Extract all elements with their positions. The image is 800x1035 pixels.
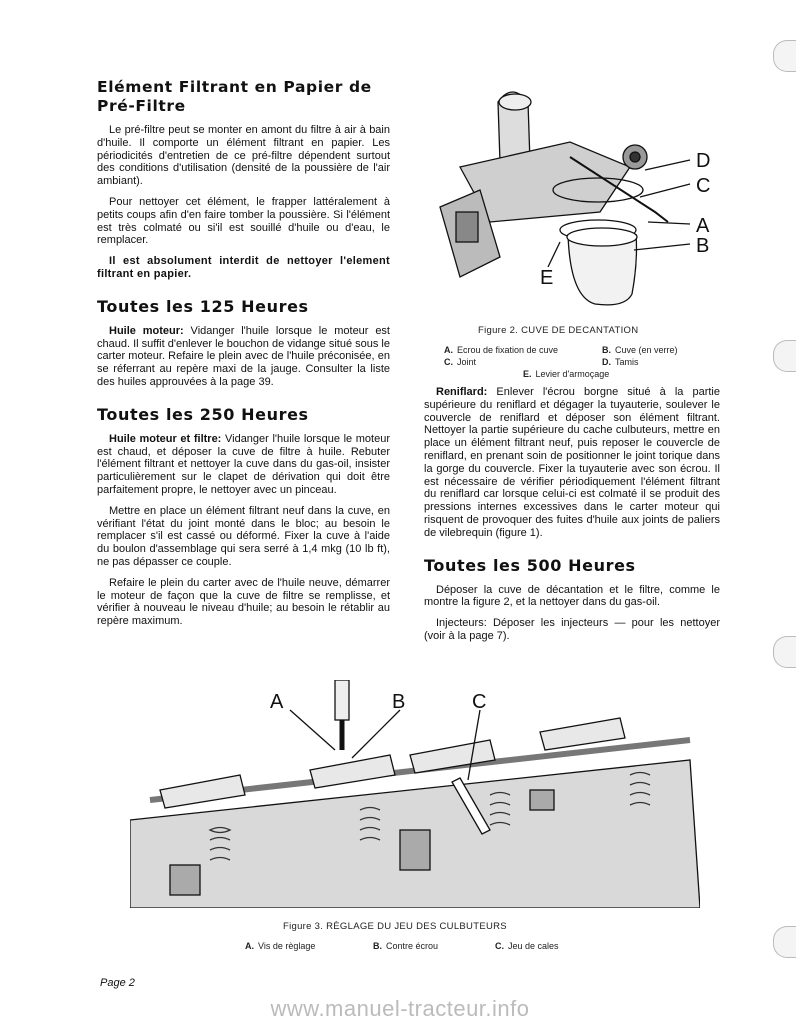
section-title-125h: Toutes les 125 Heures [97, 296, 309, 316]
figure2-legend-item: E. Levier d'armoçage [523, 369, 610, 379]
paragraph: Refaire le plein du carter avec de l'huile neuve, démarrer le moteur de façon que la cuve de filtre se remplisse, et vérifier à nouveau le niveau d'huile; au besoin le rétablir au repère maximum. [97, 576, 390, 628]
fig3-label: A [270, 691, 284, 713]
figure3-illustration [130, 680, 700, 908]
figure2-illustration [420, 72, 720, 322]
figure2-caption: Figure 2. CUVE DE DECANTATION [478, 325, 639, 336]
left-column [97, 78, 390, 636]
paragraph: Pour nettoyer cet élément, le frapper lattéralement à petits coups afin d'en faire tomber la poussière. Si l'élément est très colmaté ou si'il est souillé d'huile ou d'eau, le remplacer. [97, 195, 390, 247]
fig3-label: B [392, 691, 406, 713]
fig2-label: D [696, 150, 711, 172]
fig2-label: A [696, 215, 710, 237]
figure3-caption: Figure 3. RÈGLAGE DU JEU DES CULBUTEURS [283, 921, 507, 932]
body-text: Vidanger l'huile lorsque le moteur est chaud, et déposer la cuve de filtre à huile. Rebuter l'élément filtrant et nettoyer la cuve dans du gas-oil, insister particulièrement sur le clapet de dérivation qui doit être parfaitement propre, le nettoyer avec un pinceau. [97, 432, 391, 496]
lead-text: Huile moteur et filtre: [109, 432, 222, 445]
figure3-legend-item: C. Jeu de cales [495, 941, 559, 951]
body-text: Vidanger l'huile lorsque le moteur est chaud. Il suffit d'enlever le bouchon de vidange situé sous le carter moteur. Refaire le plein avec de l'huile préconisée, en se réferrant au repère maxi de la jauge. Consulter la liste des huiles approuvées à la page 39. [97, 324, 390, 388]
paragraph [424, 386, 720, 540]
lead-text: Reniflard: [436, 386, 488, 398]
binder-hole [773, 926, 796, 958]
section-title-250h: Toutes les 250 Heures [97, 404, 309, 424]
figure2-legend-item: B. Cuve (en verre) [602, 345, 678, 355]
section-title-prefilter: Elément Filtrant en Papier de Pré-Filtre [97, 78, 372, 115]
body-text: Enlever l'écrou borgne situé à la partie supérieure du reniflard et dégager la tuyauterie, soulever le couvercle de reniflard et déposer son élément filtrant. Nettoyer la partie supérieure du cache culbuteurs, mettre en place un élément filtrant neuf, puis reposer le couvercle de reniflard, en prenant soin de positionner le joint torique dans la gorge du couvercle. Fixer la tuyauterie avec son écrou. Il est nécessaire de vérifier périodiquement l'élément filtrant du reniflard car lorsque celui-ci est colmaté il se produit des pressions internes excessives dans le carter moteur qui risquent de provoquer des fuites d'huile aux joints de paliers de vilebrequin (figure 1). [424, 386, 720, 539]
fig2-label: C [696, 175, 711, 197]
fig2-label: E [540, 267, 554, 289]
lead-text: Huile moteur: [109, 324, 184, 337]
paragraph: Le pré-filtre peut se monter en amont du filtre à air à bain d'huile. Il comporte un élément filtrant en papier. Les périodicités d'entretien de ce pré-filtre dépendent surtout des conditions d'utilisation (densité de la poussière de l'air ambiant). [97, 124, 390, 188]
paragraph: Déposer la cuve de décantation et le filtre, comme le montre la figure 2, et la nettoyer dans du gas-oil. [424, 583, 720, 609]
paragraph: Injecteurs: Déposer les injecteurs — pour les nettoyer (voir à la page 7). [424, 617, 720, 642]
right-column [424, 386, 720, 651]
fig3-label: C [472, 691, 487, 713]
paragraph [97, 433, 390, 497]
watermark-url: www.manuel-tracteur.info [270, 996, 530, 1021]
paragraph [97, 325, 390, 389]
binder-hole [773, 340, 796, 372]
figure2-legend-item: D. Tamis [602, 357, 639, 367]
binder-hole [773, 40, 796, 72]
figure3-legend-item: A. Vis de règlage [245, 941, 316, 951]
binder-hole [773, 636, 796, 668]
warning-paragraph: Il est absolument interdit de nettoyer l'element filtrant en papier. [97, 255, 390, 280]
figure3-legend-item: B. Contre écrou [373, 941, 439, 951]
section-title-500h: Toutes les 500 Heures [424, 555, 636, 575]
figure2-legend-item: C. Joint [444, 357, 477, 367]
figure2-legend-item: A. Ecrou de fixation de cuve [444, 345, 559, 355]
page-number: Page 2 [100, 977, 135, 989]
paragraph: Mettre en place un élément filtrant neuf dans la cuve, en vérifiant l'état du joint monté dans le bloc; au besoin le remplacer s'il est cassé ou déformé. Fixer la cuve à l'aide du boulon d'assemblage qui sera serré à 1,4 mkg (10 lb ft), ne pas dépasser ce couple. [97, 504, 390, 568]
fig2-label: B [696, 235, 710, 257]
